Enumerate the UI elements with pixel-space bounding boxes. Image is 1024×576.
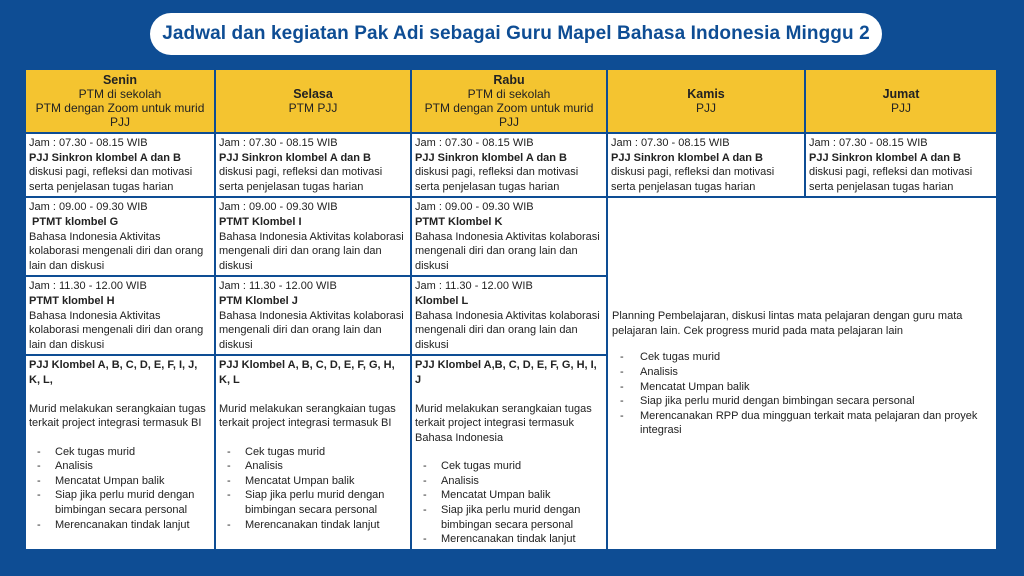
session-title: PTMT Klombel I — [219, 215, 302, 228]
session-desc: Bahasa Indonesia Aktivitas kolaborasi mengenali diri dan orang lain dan diskusi — [219, 309, 404, 351]
day-header-senin — [25, 69, 215, 133]
list-item: - Analisis — [219, 459, 407, 474]
list-item: - Mencatat Umpan balik — [415, 488, 603, 503]
session-time: Jam : 09.00 - 09.30 WIB — [415, 201, 534, 214]
list-item: - Analisis — [415, 474, 603, 489]
cell-selasa-1130 — [215, 276, 411, 355]
session-time: Jam : 07.30 - 08.15 WIB — [219, 137, 338, 149]
session-time: Jam : 11.30 - 12.00 WIB — [219, 280, 337, 293]
session-title: PJJ Klombel A, B, C, D, E, F, I, J, K, L, — [29, 359, 198, 386]
cell-kamis-jumat-planning — [607, 197, 997, 549]
list-item: - Cek tugas murid — [29, 445, 211, 460]
day-header-rabu — [411, 69, 607, 133]
cell-senin-pjj — [25, 355, 215, 550]
task-list — [29, 445, 211, 533]
task-list — [219, 445, 407, 533]
session-desc: diskusi pagi, refleksi dan motivasi serta penjelasan tugas harian — [29, 166, 193, 193]
session-desc: Bahasa Indonesia Aktivitas kolaborasi mengenali diri dan orang lain dan diskusi — [219, 230, 404, 272]
list-item: - Mencatat Umpan balik — [612, 380, 992, 395]
task-list — [415, 459, 603, 547]
session-time: Jam : 09.00 - 09.30 WIB — [29, 201, 148, 214]
session-title: PJJ Sinkron klombel A dan B — [809, 151, 961, 164]
header-row — [25, 69, 997, 133]
list-item: - Siap jika perlu murid dengan bimbingan secara personal — [415, 503, 603, 532]
session-title: PJJ Klombel A,B, C, D, E, F, G, H, I, J — [415, 359, 597, 386]
session-title: PTMT klombel H — [29, 294, 115, 307]
day-name: Rabu — [493, 73, 525, 87]
session-desc: Murid melakukan serangkaian tugas terkait project integrasi termasuk BI — [219, 402, 396, 430]
cell-rabu-1130 — [411, 276, 607, 355]
cell-jumat-sinkron — [805, 133, 997, 197]
session-time: Jam : 09.00 - 09.30 WIB — [219, 201, 338, 214]
cell-selasa-0900 — [215, 197, 411, 276]
session-title: PJJ Sinkron klombel A dan B — [29, 151, 181, 164]
session-time: Jam : 07.30 - 08.15 WIB — [415, 137, 534, 149]
day-name: Kamis — [687, 87, 725, 101]
list-item: - Siap jika perlu murid dengan bimbingan secara personal — [29, 488, 211, 517]
list-item: - Siap jika perlu murid dengan bimbingan secara personal — [219, 488, 407, 517]
day-mode: PTM di sekolah — [78, 87, 162, 101]
list-item: - Merencanakan RPP dua mingguan terkait mata pelajaran dan proyek integrasi — [612, 409, 992, 438]
session-desc: diskusi pagi, refleksi dan motivasi serta penjelasan tugas harian — [809, 166, 973, 193]
session-title: PTMT klombel G — [29, 215, 119, 228]
cell-rabu-sinkron — [411, 133, 607, 197]
session-desc: diskusi pagi, refleksi dan motivasi serta penjelasan tugas harian — [611, 166, 775, 193]
list-item: - Siap jika perlu murid dengan bimbingan secara personal — [612, 394, 992, 409]
list-item: - Analisis — [29, 459, 211, 474]
list-item: - Cek tugas murid — [415, 459, 603, 474]
session-title: PJJ Sinkron klombel A dan B — [219, 151, 371, 164]
list-item: - Mencatat Umpan balik — [29, 474, 211, 489]
cell-senin-sinkron — [25, 133, 215, 197]
cell-senin-0900 — [25, 197, 215, 276]
cell-selasa-pjj — [215, 355, 411, 550]
session-title: PJJ Sinkron klombel A dan B — [415, 151, 567, 164]
session-desc: Bahasa Indonesia Aktivitas kolaborasi mengenali diri dan orang lain dan diskusi — [29, 309, 204, 351]
session-time: Jam : 11.30 - 12.00 WIB — [415, 280, 533, 293]
cell-kamis-sinkron — [607, 133, 805, 197]
list-item: - Cek tugas murid — [219, 445, 407, 460]
list-item: - Merencanakan tindak lanjut — [219, 518, 407, 533]
day-mode: PTM PJJ — [288, 101, 338, 115]
list-item: - Merencanakan tindak lanjut — [415, 532, 603, 547]
session-time: Jam : 11.30 - 12.00 WIB — [29, 280, 147, 293]
day-mode: PJJ — [695, 101, 716, 115]
session-title: PTM Klombel J — [219, 294, 298, 307]
day-mode: PTM dengan Zoom untuk murid PJJ — [424, 101, 594, 129]
planning-desc: Planning Pembelajaran, diskusi lintas mata pelajaran dengan guru mata pelajaran lain. Cek progress murid pada mata pelajaran lain — [612, 310, 963, 337]
session-desc: Bahasa Indonesia Aktivitas kolaborasi mengenali diri dan orang lain dan diskusi — [29, 230, 204, 272]
session-desc: Murid melakukan serangkaian tugas terkait project integrasi termasuk Bahasa Indonesia — [415, 402, 592, 444]
session-title: PJJ Klombel A, B, C, D, E, F, G, H, K, L — [219, 359, 395, 386]
planning-list — [612, 350, 992, 438]
day-name: Senin — [102, 73, 138, 87]
cell-rabu-0900 — [411, 197, 607, 276]
session-desc: diskusi pagi, refleksi dan motivasi serta penjelasan tugas harian — [219, 166, 383, 193]
session-desc: Murid melakukan serangkaian tugas terkait project integrasi termasuk BI — [29, 402, 206, 430]
day-header-selasa — [215, 69, 411, 133]
cell-selasa-sinkron — [215, 133, 411, 197]
day-name: Jumat — [882, 87, 920, 101]
cell-rabu-pjj — [411, 355, 607, 550]
day-header-jumat — [805, 69, 997, 133]
session-time: Jam : 07.30 - 08.15 WIB — [29, 137, 148, 149]
session-desc: diskusi pagi, refleksi dan motivasi serta penjelasan tugas harian — [415, 166, 579, 193]
schedule-table — [24, 68, 998, 551]
cell-senin-1130 — [25, 276, 215, 355]
session-time: Jam : 07.30 - 08.15 WIB — [611, 137, 730, 149]
page-title: Jadwal dan kegiatan Pak Adi sebagai Guru Mapel Bahasa Indonesia Minggu 2 — [150, 13, 882, 55]
list-item: - Cek tugas murid — [612, 350, 992, 365]
day-mode: PTM di sekolah — [467, 87, 551, 101]
session-desc: Bahasa Indonesia Aktivitas kolaborasi mengenali diri dan orang lain dan diskusi — [415, 230, 600, 272]
day-mode: PJJ — [890, 101, 911, 115]
session-title: Klombel L — [415, 294, 469, 307]
list-item: - Analisis — [612, 365, 992, 380]
session-row-0900 — [25, 197, 997, 276]
day-header-kamis — [607, 69, 805, 133]
day-name: Selasa — [293, 87, 333, 101]
list-item: - Mencatat Umpan balik — [219, 474, 407, 489]
session-row-sinkron — [25, 133, 997, 197]
session-desc: Bahasa Indonesia Aktivitas kolaborasi mengenali diri dan orang lain dan diskusi — [415, 309, 600, 351]
session-title: PTMT Klombel K — [415, 215, 503, 228]
session-time: Jam : 07.30 - 08.15 WIB — [809, 137, 928, 149]
list-item: - Merencanakan tindak lanjut — [29, 518, 211, 533]
session-title: PJJ Sinkron klombel A dan B — [611, 151, 763, 164]
day-mode: PTM dengan Zoom untuk murid PJJ — [35, 101, 205, 129]
